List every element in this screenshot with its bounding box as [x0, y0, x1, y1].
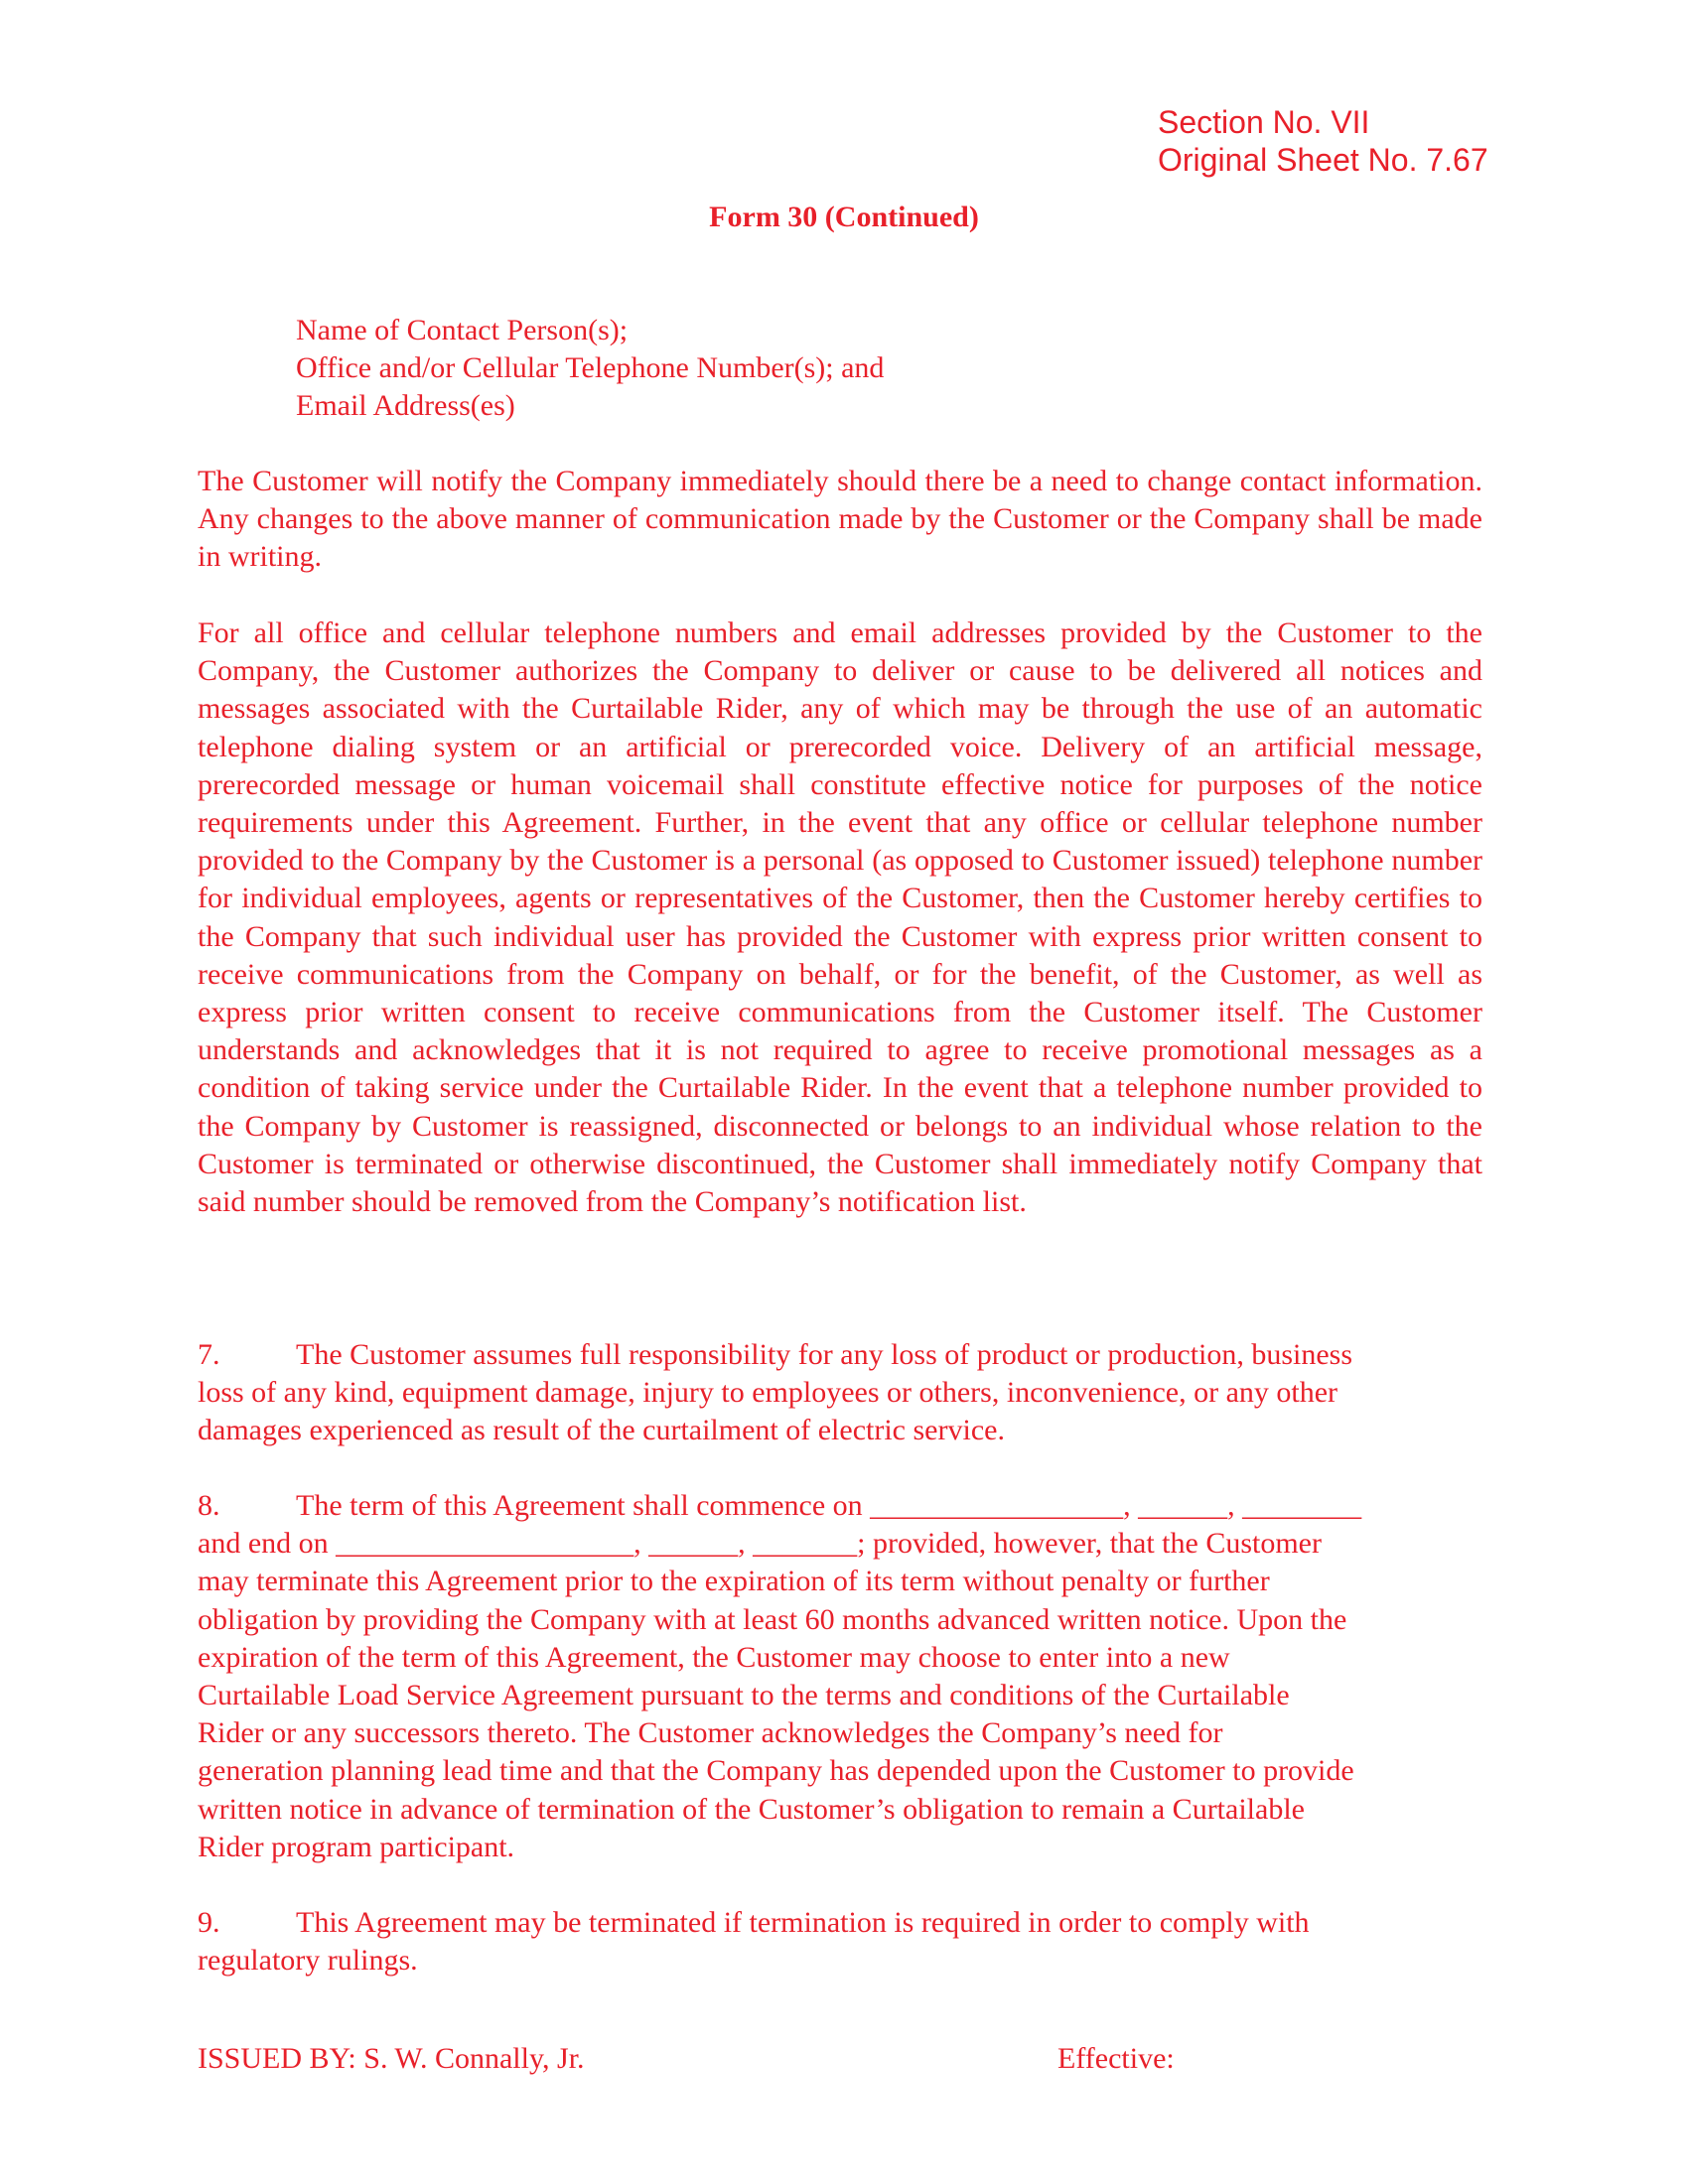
item-8-line-7: Rider or any successors thereto. The Customer acknowledges the Company’s need for [198, 1716, 1223, 1750]
item-8-line-9: written notice in advance of termination of the Customer’s obligation to remain a Curtailable [198, 1792, 1305, 1826]
item-8-line-2: and end on ____________________, ______, _______; provided, however, that the Customer [198, 1527, 1322, 1561]
sheet-number: Original Sheet No. 7.67 [1158, 142, 1488, 178]
item-9 [198, 1904, 1482, 1979]
item-8-line-10: Rider program participant. [198, 1830, 515, 1863]
effective-date-label: Effective: [1057, 2042, 1175, 2075]
item-8-line-6: Curtailable Load Service Agreement pursuant to the terms and conditions of the Curtailable [198, 1679, 1290, 1712]
item-8-line-5: expiration of the term of this Agreement, the Customer may choose to enter into a new [198, 1640, 1230, 1674]
contact-item-name: Name of Contact Person(s); [296, 314, 629, 346]
item-7-line-2: loss of any kind, equipment damage, injury to employees or others, inconvenience, or any other [198, 1376, 1338, 1410]
item-7 [198, 1336, 1482, 1450]
section-number: Section No. VII [1158, 104, 1370, 140]
item-8 [198, 1487, 1482, 1866]
issued-by: ISSUED BY: S. W. Connally, Jr. [198, 2042, 585, 2075]
form-title: Form 30 (Continued) [709, 201, 979, 233]
sheet-header [1158, 103, 1488, 179]
item-7-number: 7. [198, 1338, 220, 1371]
contact-item-phone: Office and/or Cellular Telephone Number(s); and [296, 351, 885, 385]
item-8-line-3: may terminate this Agreement prior to the expiration of its term without penalty or further [198, 1565, 1270, 1598]
contact-item-email: Email Address(es) [296, 389, 515, 423]
item-7-line-3: damages experienced as result of the curtailment of electric service. [198, 1414, 1005, 1447]
item-8-number: 8. [198, 1489, 220, 1522]
item-9-line-2: regulatory rulings. [198, 1944, 418, 1978]
item-8-line-4: obligation by providing the Company with at least 60 months advanced written notice. Upon the [198, 1602, 1347, 1636]
paragraph-authorize: For all office and cellular telephone numbers and email addresses provided by the Customer to the Company, the Customer authorizes the Company to deliver or cause to be delivered all notices and messages associated with the Curtailable Rider, any of which may be through the use of an automatic telephone dialing system or an artificial or prerecorded voice. Delivery of an artificial message, prerecorded message or human voicemail shall constitute effective notice for purposes of the notice requirements under this Agreement. Further, in the event that any office or cellular telephone number provided to the Company by the Customer is a personal (as opposed to Customer issued) telephone number for individual employees, agents or representatives of the Customer, then the Customer hereby certifies to the Company that such individual user has provided the Customer with express prior written consent to receive communications from the Company on behalf, or for the benefit, of the Customer, as well as express prior written consent to receive communications from the Customer itself. The Customer understands and acknowledges that it is not required to agree to receive promotional messages as a condition of taking service under the Curtailable Rider. In the event that a telephone number provided to the Company by Customer is reassigned, disconnected or belongs to an individual whose relation to the Customer is terminated or otherwise discontinued, the Customer shall immediately notify Company that said number should be removed from the Company’s notification list. [198, 616, 1482, 1219]
contact-list [296, 312, 884, 426]
item-8-line-8: generation planning lead time and that the Company has depended upon the Customer to provide [198, 1754, 1354, 1788]
item-7-line-1: The Customer assumes full responsibility for any loss of product or production, business [296, 1338, 1353, 1371]
item-8-line-1: The term of this Agreement shall commence on _________________, ______, ________ [296, 1489, 1362, 1522]
item-9-line-1: This Agreement may be terminated if termination is required in order to comply with [296, 1906, 1310, 1939]
item-9-number: 9. [198, 1906, 220, 1939]
paragraph-notify: The Customer will notify the Company immediately should there be a need to change contact information. Any changes to the above manner of communication made by the Customer or the Company shall be made in writing. [198, 465, 1482, 574]
